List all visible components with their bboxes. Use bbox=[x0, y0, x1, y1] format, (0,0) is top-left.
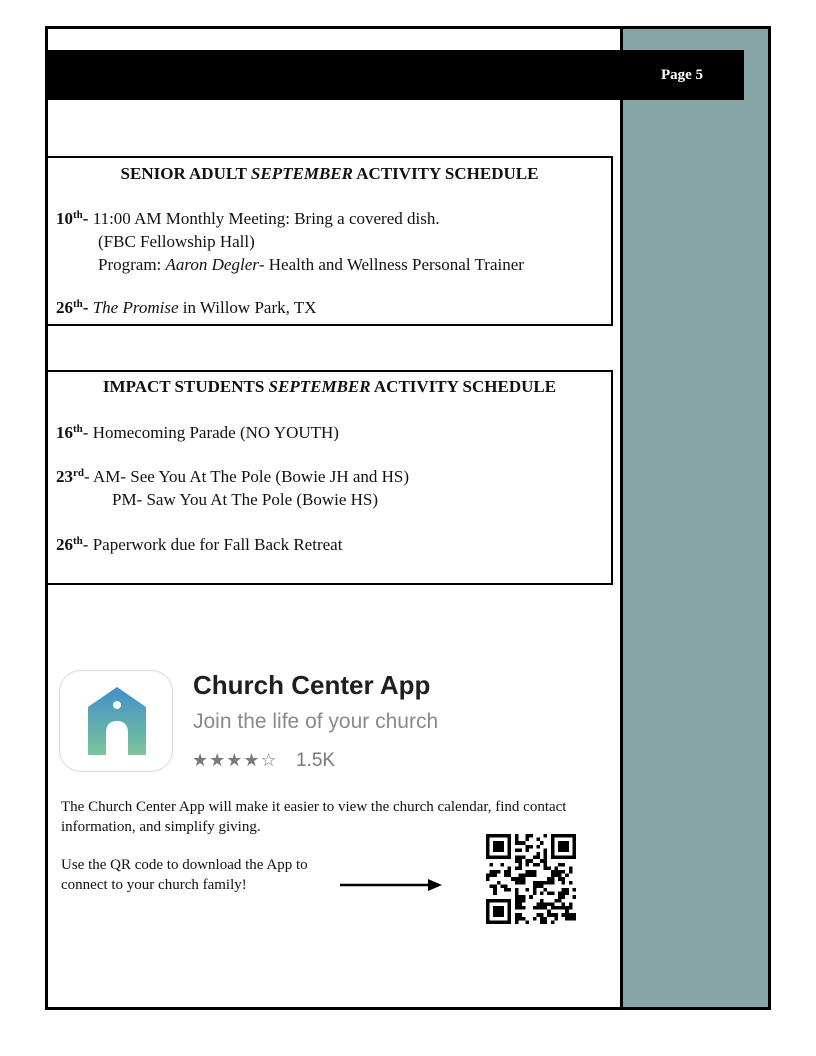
program-label: Program: bbox=[98, 255, 166, 274]
date-day: 26 bbox=[56, 298, 73, 317]
event-name: The Promise bbox=[92, 298, 179, 317]
senior-item-10 bbox=[56, 209, 440, 229]
house-icon bbox=[84, 685, 150, 757]
title-month: SEPTEMBER bbox=[268, 377, 371, 396]
date-suffix: th bbox=[73, 423, 83, 435]
sidebar-panel bbox=[620, 29, 768, 1007]
rating-count: 1.5K bbox=[296, 750, 336, 771]
date-suffix: th bbox=[73, 298, 83, 310]
app-subtitle: Join the life of your church bbox=[193, 710, 439, 733]
date-day: 10 bbox=[56, 209, 73, 228]
title-text: ACTIVITY SCHEDULE bbox=[370, 377, 557, 396]
qr-code[interactable] bbox=[486, 834, 576, 924]
date-suffix: rd bbox=[73, 467, 84, 479]
senior-schedule-box bbox=[46, 156, 613, 326]
date-dash: - bbox=[82, 209, 93, 228]
app-title: Church Center App bbox=[193, 670, 431, 700]
date-suffix: th bbox=[73, 209, 83, 221]
impact-item-16 bbox=[56, 423, 339, 443]
date-dash: - bbox=[82, 298, 93, 317]
senior-item-10-program bbox=[98, 255, 524, 275]
arrow-right-icon bbox=[338, 876, 444, 894]
impact-item-23-pm: PM- Saw You At The Pole (Bowie HS) bbox=[112, 490, 379, 509]
date-day: 16 bbox=[56, 423, 73, 442]
senior-schedule-title bbox=[48, 164, 611, 184]
qr-instruction: Use the QR code to download the App to connect to your church family! bbox=[61, 857, 308, 893]
title-text: ACTIVITY SCHEDULE bbox=[352, 164, 539, 183]
impact-schedule-box bbox=[46, 370, 613, 585]
event-text: - Homecoming Parade (NO YOUTH) bbox=[82, 423, 339, 442]
page-number: Page 5 bbox=[660, 66, 704, 83]
impact-item-23 bbox=[56, 467, 409, 487]
title-text: IMPACT STUDENTS bbox=[102, 377, 269, 396]
impact-item-26 bbox=[56, 535, 342, 555]
program-name: Aaron Degler bbox=[165, 255, 259, 274]
program-text: - Health and Wellness Personal Trainer bbox=[258, 255, 524, 274]
event-text: - AM- See You At The Pole (Bowie JH and HS) bbox=[84, 467, 410, 486]
date-suffix: th bbox=[73, 535, 83, 547]
event-text: 11:00 AM Monthly Meeting: Bring a covered dish. bbox=[92, 209, 440, 228]
title-month: SEPTEMBER bbox=[250, 164, 353, 183]
app-description: The Church Center App will make it easier to view the church calendar, find contact information, and simplify giving. bbox=[61, 799, 567, 835]
date-day: 26 bbox=[56, 535, 73, 554]
date-day: 23 bbox=[56, 467, 73, 486]
impact-schedule-title bbox=[48, 377, 611, 397]
senior-item-26 bbox=[56, 298, 316, 318]
title-text: SENIOR ADULT bbox=[120, 164, 251, 183]
star-rating: ★★★★☆ bbox=[192, 750, 278, 771]
church-center-app-icon bbox=[59, 670, 173, 772]
senior-item-10-location: (FBC Fellowship Hall) bbox=[98, 232, 255, 251]
event-text: - Paperwork due for Fall Back Retreat bbox=[82, 535, 343, 554]
event-text: in Willow Park, TX bbox=[178, 298, 317, 317]
